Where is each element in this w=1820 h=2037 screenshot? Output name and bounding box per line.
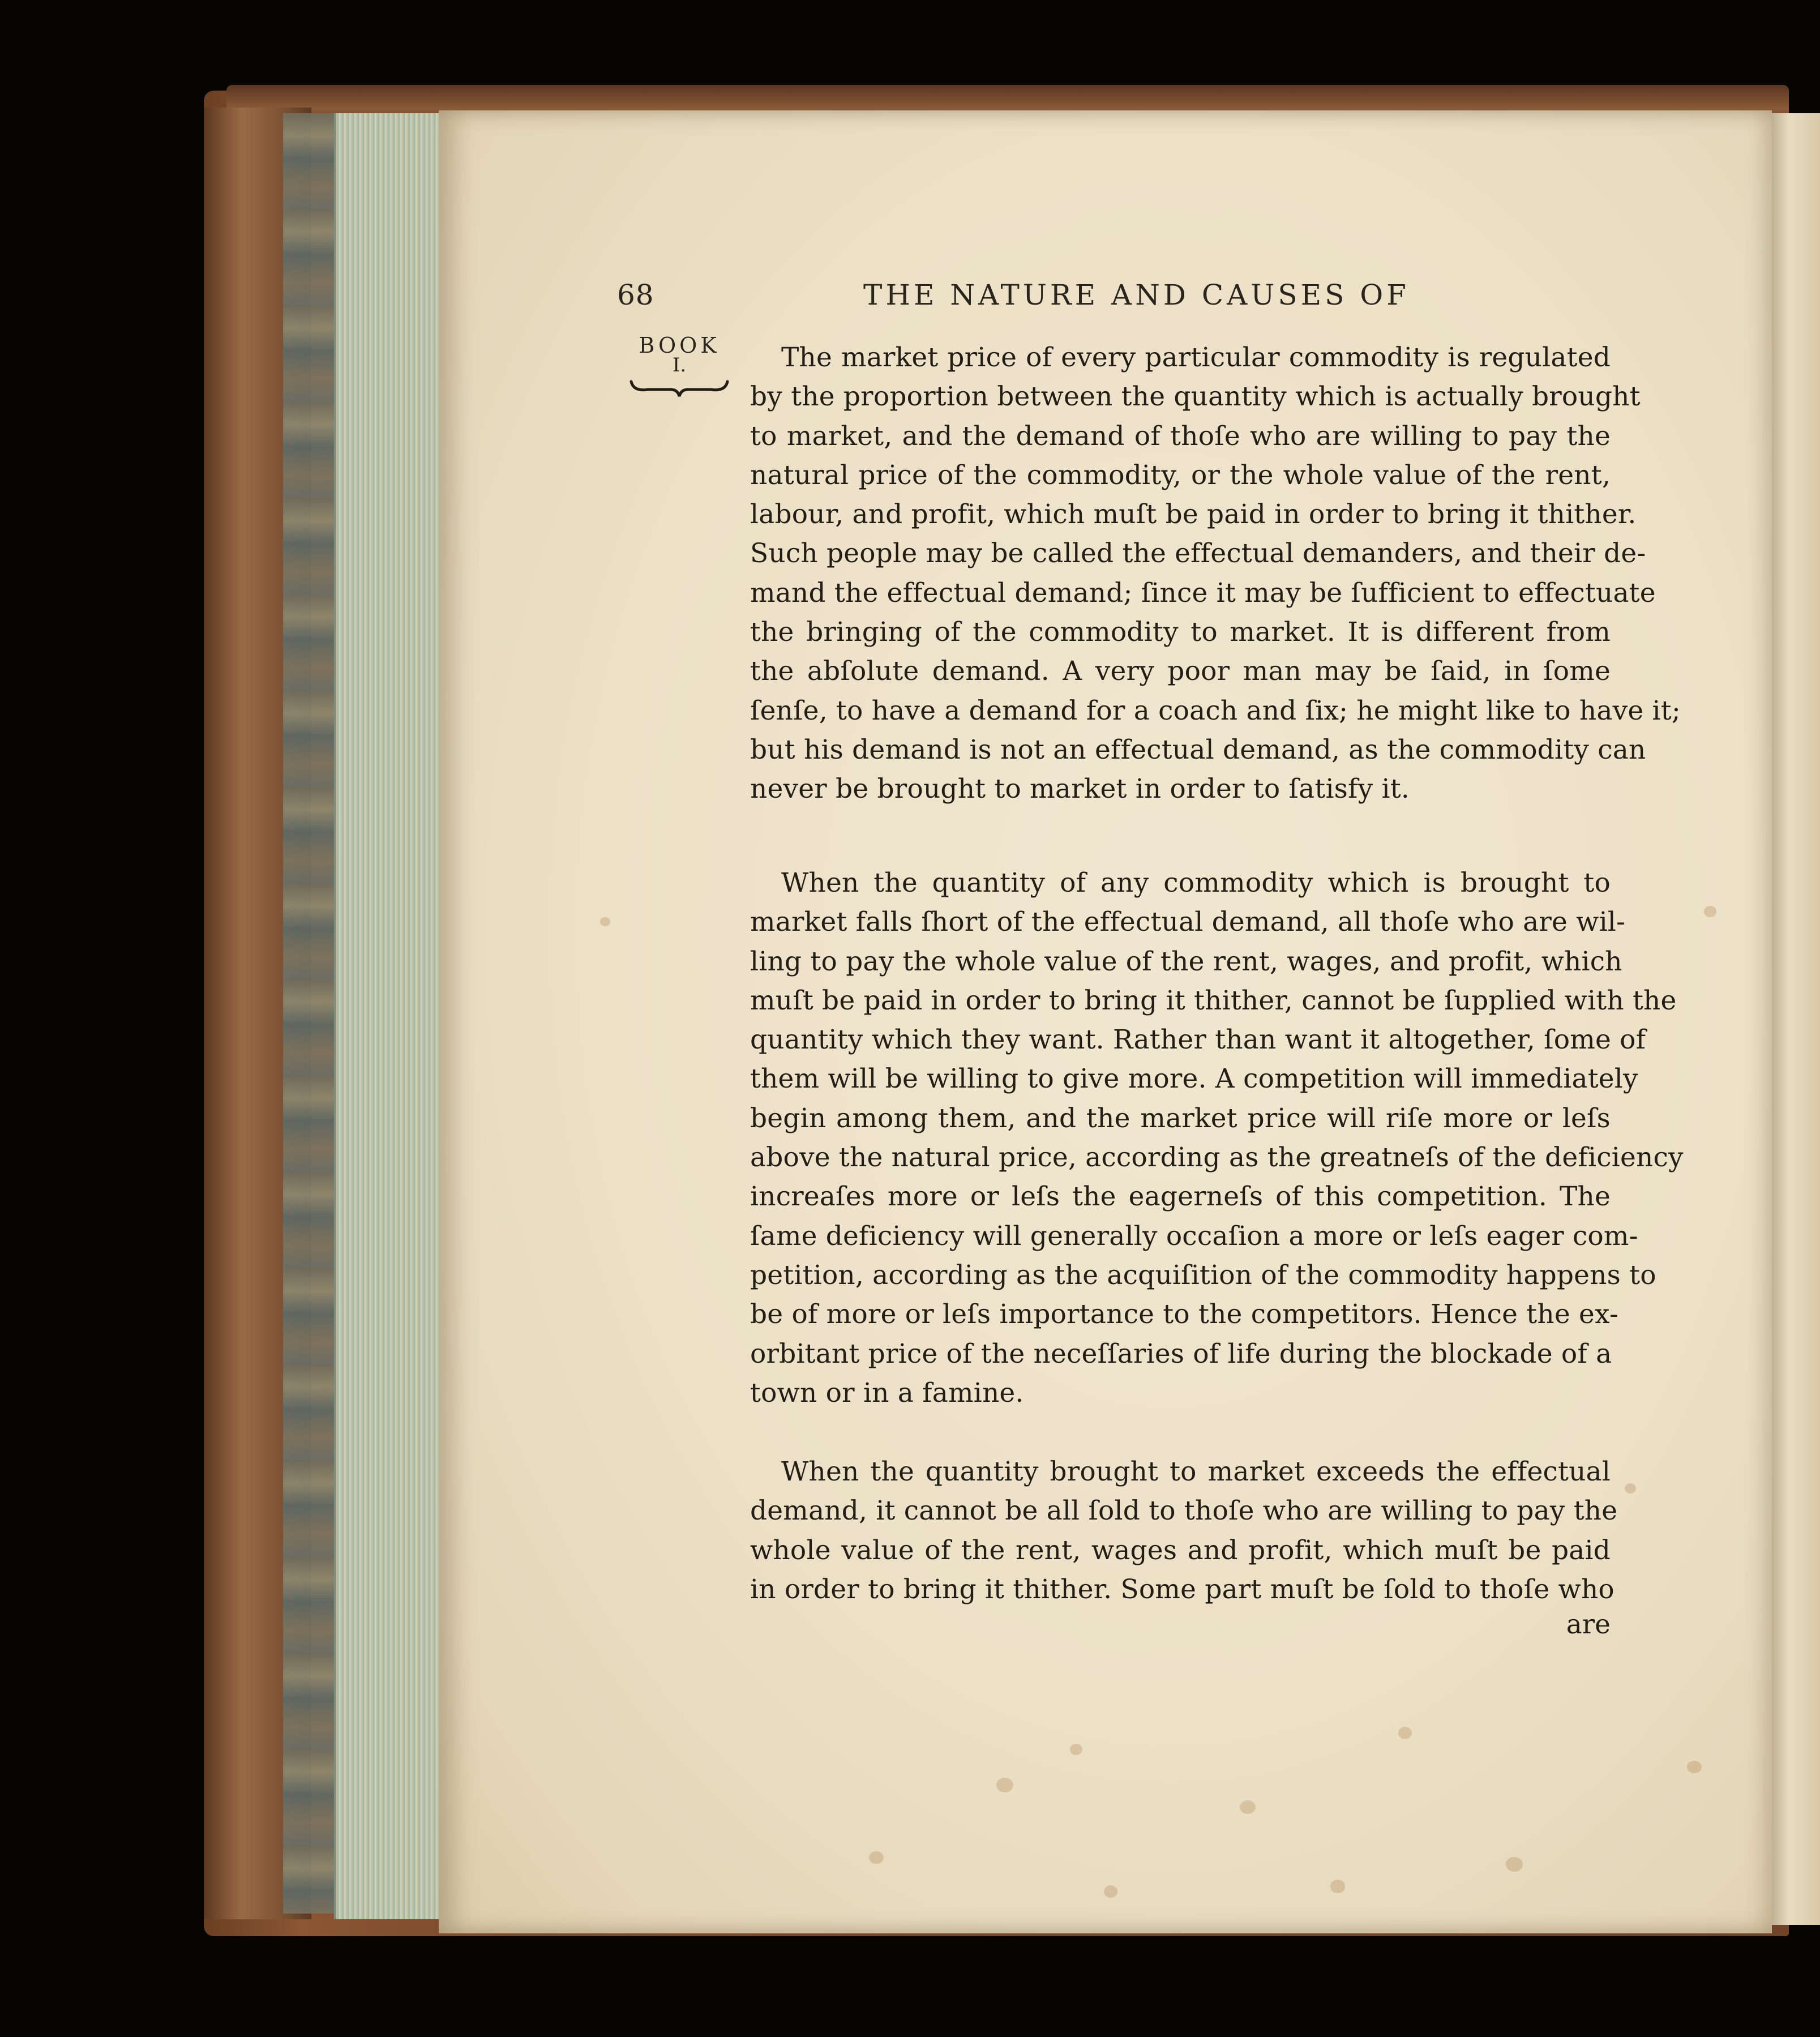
- text-line: them will be willing to give more. A competition will immediately: [750, 1063, 1638, 1095]
- text-line: natural price of the commodity, or the whole value of the rent,: [750, 459, 1611, 491]
- margin-book-label: BOOK: [639, 333, 720, 358]
- foxing-spot: [1704, 906, 1716, 917]
- text-line: above the natural price, according as the greatneſs of the deficiency: [750, 1142, 1684, 1174]
- foxing-spot: [1687, 1761, 1702, 1773]
- brace-ornament-icon: [626, 377, 733, 402]
- foxing-spot: [1240, 1800, 1256, 1814]
- foxing-spot: [869, 1851, 884, 1864]
- text-line: increaſes more or leſs the eagerneſs of this competition. The: [750, 1181, 1611, 1213]
- text-line: to market, and the demand of thoſe who are willing to pay the: [750, 420, 1611, 452]
- text-line: never be brought to market in order to ſatisfy it.: [750, 773, 1410, 805]
- running-title: THE NATURE AND CAUSES OF: [863, 279, 1410, 311]
- text-line: but his demand is not an effectual demand, as the commodity can: [750, 734, 1646, 765]
- foxing-spot: [1104, 1885, 1117, 1898]
- foxing-spot: [996, 1778, 1013, 1792]
- catchword: are: [1566, 1609, 1611, 1640]
- foxing-spot: [1070, 1744, 1082, 1755]
- marbled-endpaper: [283, 113, 334, 1914]
- foxing-spot: [600, 917, 610, 926]
- text-line: by the proportion between the quantity which is actually brought: [750, 381, 1641, 413]
- text-line: labour, and profit, which muſt be paid in order to bring it thither.: [750, 499, 1637, 530]
- foxing-spot: [1398, 1727, 1412, 1739]
- text-line: market falls ſhort of the effectual demand, all thoſe who are wil-: [750, 906, 1626, 938]
- paragraph: [750, 1452, 1618, 1609]
- text-line: quantity which they want. Rather than want it altogether, ſome of: [750, 1024, 1646, 1056]
- text-line: whole value of the rent, wages and profit, which muſt be paid: [750, 1534, 1611, 1566]
- text-line: be of more or leſs importance to the competitors. Hence the ex-: [750, 1299, 1618, 1330]
- text-line: The market price of every particular commodity is regulated: [781, 342, 1611, 373]
- paragraph: [750, 863, 1684, 1413]
- foxing-spot: [1330, 1880, 1345, 1893]
- text-line: begin among them, and the market price will riſe more or leſs: [750, 1102, 1611, 1134]
- facing-page-edge: [1769, 113, 1820, 1925]
- paragraph: [750, 338, 1681, 809]
- text-line: ling to pay the whole value of the rent, wages, and profit, which: [750, 945, 1622, 977]
- text-line: petition, according as the acquiſition of the commodity happens to: [750, 1259, 1656, 1291]
- text-line: When the quantity of any commodity which is brought to: [781, 867, 1611, 898]
- text-line: town or in a famine.: [750, 1377, 1024, 1409]
- text-line: mand the effectual demand; ſince it may be ſufficient to effectuate: [750, 577, 1656, 609]
- text-line: muſt be paid in order to bring it thither, cannot be ſupplied with the: [750, 985, 1677, 1016]
- text-line: orbitant price of the neceſſaries of life during the blockade of a: [750, 1338, 1612, 1370]
- text-line: ſame deficiency will generally occaſion a more or leſs eager com-: [750, 1220, 1638, 1252]
- foxing-spot: [1506, 1857, 1523, 1872]
- text-line: When the quantity brought to market exceeds the effectual: [781, 1456, 1611, 1487]
- page-number: 68: [617, 279, 654, 311]
- text-line: ſenſe, to have a demand for a coach and ſix; he might like to have it;: [750, 695, 1681, 726]
- foxing-spot: [1625, 1483, 1636, 1493]
- margin-book-number: I.: [672, 354, 687, 376]
- running-head: [617, 279, 1636, 318]
- margin-note: [626, 334, 733, 402]
- text-line: the bringing of the commodity to market. It is different from: [750, 617, 1611, 648]
- text-line: Such people may be called the effectual demanders, and their de-: [750, 538, 1646, 570]
- text-line: demand, it cannot be all ſold to thoſe who are willing to pay the: [750, 1495, 1618, 1527]
- page-block-edge: [334, 113, 449, 1919]
- text-line: the abſolute demand. A very poor man may be ſaid, in ſome: [750, 656, 1611, 687]
- text-line: in order to bring it thither. Some part muſt be ſold to thoſe who: [750, 1573, 1615, 1605]
